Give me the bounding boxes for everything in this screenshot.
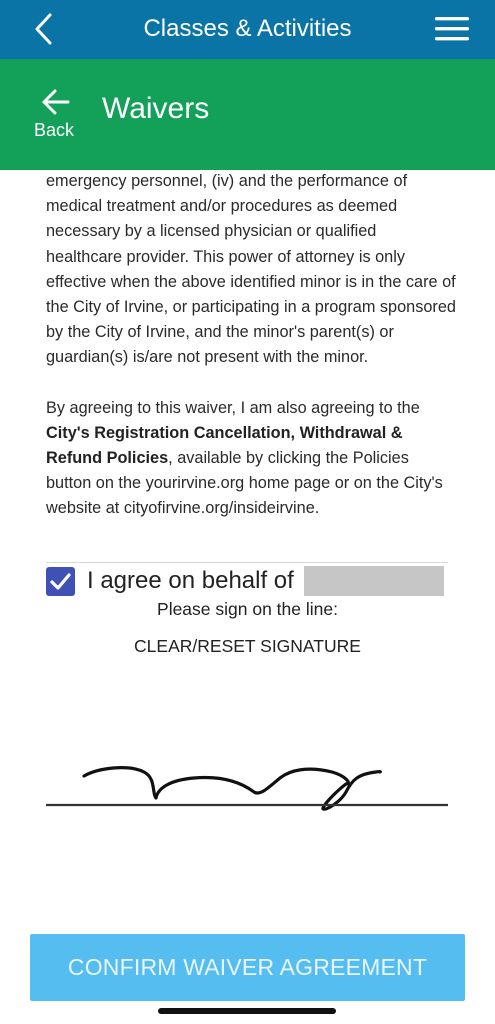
back-button[interactable] <box>28 87 88 147</box>
checkmark-icon <box>46 567 75 596</box>
clear-signature-button[interactable]: CLEAR/RESET SIGNATURE <box>134 636 361 656</box>
arrow-left-icon <box>41 89 71 115</box>
confirm-waiver-button[interactable]: CONFIRM WAIVER AGREEMENT <box>30 934 465 1001</box>
back-label: Back <box>34 120 75 140</box>
signature-stroke <box>84 768 380 810</box>
app-title: Classes & Activities <box>143 15 352 42</box>
redacted-participant-name <box>304 566 444 596</box>
policy-text-end: , available by clicking the Policies button on the yourirvine.org home page or on the City's website at cityofirvine.org/insideirvine. <box>46 449 443 518</box>
top-app-bar <box>0 0 495 59</box>
agree-checkbox[interactable] <box>46 567 75 596</box>
home-indicator <box>158 1008 336 1014</box>
waiver-paragraph: emergency personnel, (iv) and the performance of medical treatment and/or procedures as deemed necessary by a licensed physician or qualified healthcare provider. This power of attorney is only effective when the above identified minor is in the care of the City of Irvine, or participating in a program sponsored by the City of Irvine, and the minor's parent(s) or guardian(s) is/are not present with the minor. <box>46 172 456 367</box>
signature-pad[interactable] <box>46 740 448 820</box>
agree-label: I agree on behalf of <box>87 567 294 594</box>
agree-row <box>46 566 448 598</box>
page-title: Waivers <box>102 92 210 125</box>
page-header <box>0 59 495 170</box>
policy-name: City's Registration Cancellation, Withdrawal & Refund Policies <box>46 423 403 468</box>
hamburger-menu-icon[interactable] <box>435 16 469 42</box>
waiver-text <box>46 170 456 522</box>
policy-paragraph <box>46 396 456 522</box>
sign-prompt: Please sign on the line: <box>157 599 338 619</box>
divider <box>46 562 448 563</box>
policy-text-start: By agreeing to this waiver, I am also agreeing to the <box>46 398 420 417</box>
